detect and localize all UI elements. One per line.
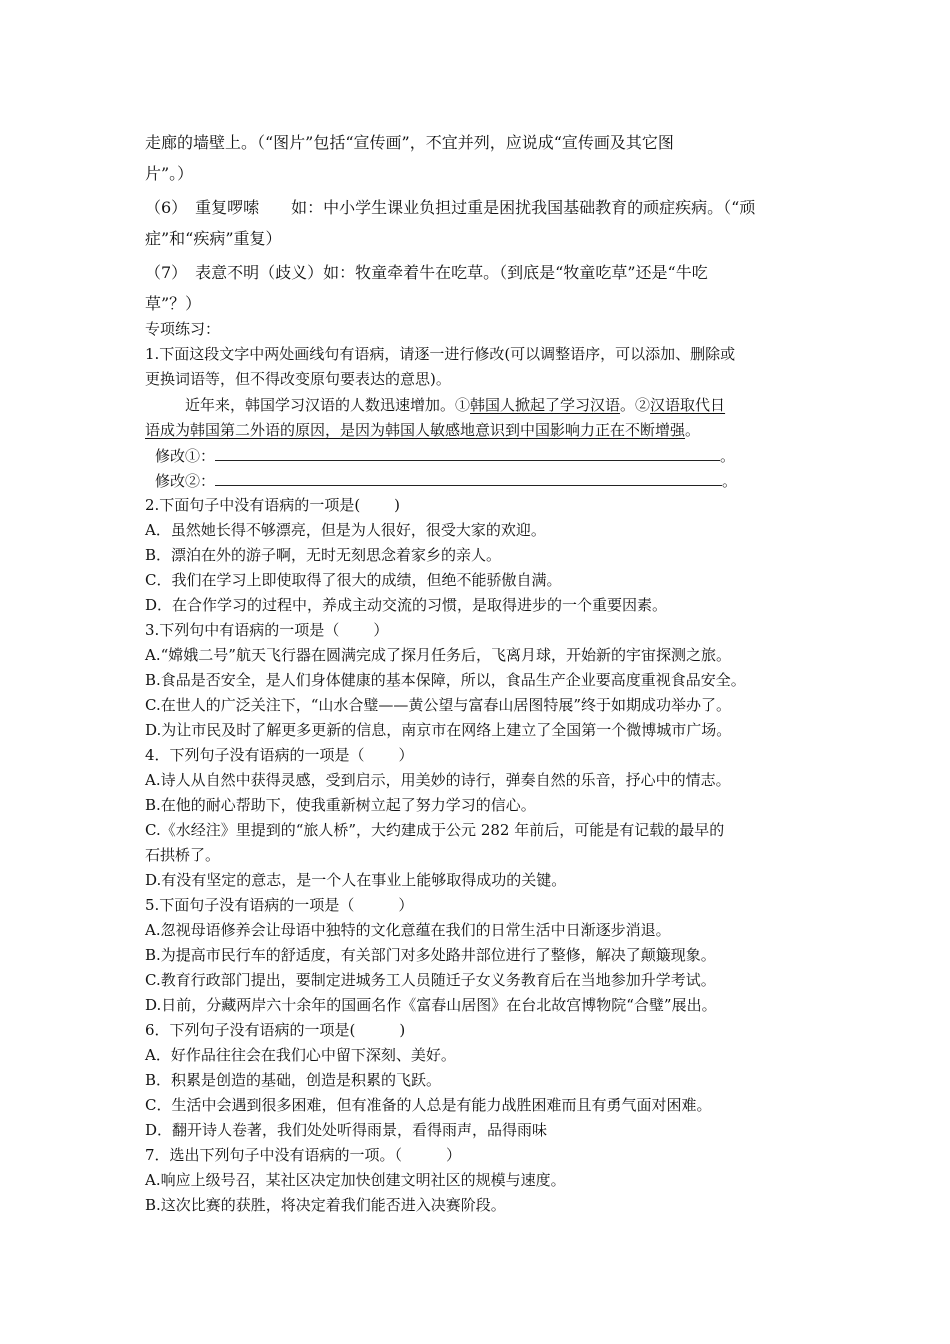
q4-stem-close: ） (398, 746, 414, 764)
q1-underlined-sentence-2b: 语成为韩国第二外语的原因，是因为韩国人敏感地意识到中国影响力正在不断增强 (145, 421, 686, 439)
q3-stem (145, 619, 388, 641)
q3-option-b: B.食品是否安全，是人们身体健康的基本保障，所以，食品生产企业要高度重视食品安全。 (145, 671, 746, 689)
q5-option-a: A.忽视母语修养会让母语中独特的文化意蕴在我们的日常生活中日渐逐步消退。 (145, 921, 671, 939)
q1-stem-line-2: 更换词语等，但不得改变原句要表达的意思)。 (145, 370, 451, 388)
q4-option-b: B.在他的耐心帮助下，使我重新树立起了努力学习的信心。 (145, 796, 536, 814)
q1-fix-1-label: 修改①： (155, 447, 216, 465)
q1-fix-2-label: 修改②： (155, 472, 216, 490)
intro-line-1: 走廊的墙壁上。（“图片”包括“宣传画”，不宜并列，应说成“宣传画及其它图 (145, 133, 674, 152)
q3-option-a: A.“嫦娥二号”航天飞行器在圆满完成了探月任务后，飞离月球，开始新的宇宙探测之旅。 (145, 646, 731, 664)
q2-option-c: C．我们在学习上即使取得了很大的成绩，但绝不能骄傲自满。 (145, 571, 562, 589)
item-7-line-2: 草”？） (145, 294, 202, 313)
q1-underlined-sentence-1: 韩国人掀起了学习汉语 (470, 396, 621, 414)
item-6-line-2: 症”和“疾病”重复） (145, 229, 282, 248)
q2-stem-text: 2.下面句子中没有语病的一项是( (145, 496, 361, 514)
q1-fix-1-end: 。 (720, 447, 736, 465)
q6-option-c: C．生活中会遇到很多困难，但有准备的人总是有能力战胜困难而且有勇气面对困难。 (145, 1096, 712, 1114)
q6-option-a: A．好作品往往会在我们心中留下深刻、美好。 (145, 1046, 456, 1064)
item-6-line-1: （6） 重复啰嗦 如：中小学生课业负担过重是困扰我国基础教育的顽症疾病。（“顽 (145, 198, 756, 217)
q4-option-c-line-2: 石拱桥了。 (145, 846, 221, 864)
q1-passage-end: 。 (685, 421, 701, 439)
q1-fix-2-row (155, 470, 737, 492)
q7-stem (145, 1144, 461, 1166)
q5-option-c: C.教育行政部门提出，要制定进城务工人员随迁子女义务教育后在当地参加升学考试。 (145, 971, 716, 989)
q3-option-d: D.为让市民及时了解更多更新的信息，南京市在网络上建立了全国第一个微博城市广场。 (145, 721, 732, 739)
q1-stem-line-1: 1.下面这段文字中两处画线句有语病，请逐一进行修改(可以调整语序，可以添加、删除或 (145, 345, 736, 363)
q2-stem-close: ) (394, 496, 401, 514)
q2-option-b: B．漂泊在外的游子啊，无时无刻思念着家乡的亲人。 (145, 546, 502, 564)
q7-option-b: B.这次比赛的获胜，将决定着我们能否进入决赛阶段。 (145, 1196, 506, 1214)
q1-passage-mid: 。② (620, 396, 651, 414)
q1-passage-line-1 (185, 394, 725, 416)
q1-underlined-sentence-2a: 汉语取代日 (650, 396, 726, 414)
q3-option-c: C.在世人的广泛关注下，“山水合璧——黄公望与富春山居图特展”终于如期成功举办了。 (145, 696, 732, 714)
q1-passage-lead: 近年来，韩国学习汉语的人数迅速增加。① (185, 396, 471, 414)
q6-stem (145, 1019, 405, 1041)
q5-stem (145, 894, 413, 916)
q5-stem-close: ） (398, 896, 414, 914)
q4-option-a: A.诗人从自然中获得灵感，受到启示，用美妙的诗行，弹奏自然的乐音，抒心中的情志。 (145, 771, 731, 789)
q7-stem-close: ） (446, 1146, 462, 1164)
item-7-line-1: （7） 表意不明（歧义）如：牧童牵着牛在吃草。（到底是“牧童吃草”还是“牛吃 (145, 263, 708, 282)
q7-option-a: A.响应上级号召，某社区决定加快创建文明社区的规模与速度。 (145, 1171, 566, 1189)
q6-option-d: D．翻开诗人卷著，我们处处听得雨景，看得雨声，品得雨味 (145, 1121, 548, 1139)
q4-option-c-line-1: C.《水经注》里提到的“旅人桥”，大约建成于公元 282 年前后，可能是有记载的最早的 (145, 821, 725, 839)
q5-option-d: D.日前，分藏两岸六十余年的国画名作《富春山居图》在台北故宫博物院“合璧”展出。 (145, 996, 717, 1014)
q4-stem-text: 4．下列句子没有语病的一项是（ (145, 746, 365, 764)
q6-option-b: B．积累是创造的基础，创造是积累的飞跃。 (145, 1071, 442, 1089)
q2-option-a: A．虽然她长得不够漂亮，但是为人很好，很受大家的欢迎。 (145, 521, 546, 539)
section-title: 专项练习： (145, 320, 221, 338)
q1-fix-2-end: 。 (722, 472, 738, 490)
q2-stem (145, 494, 400, 516)
q7-stem-text: 7．选出下列句子中没有语病的一项。（ (145, 1146, 403, 1164)
q6-stem-text: 6．下列句子没有语病的一项是( (145, 1021, 356, 1039)
intro-line-2: 片”。） (145, 164, 194, 183)
q1-fix-2-blank[interactable] (215, 471, 722, 486)
q1-fix-1-blank[interactable] (215, 446, 720, 461)
q4-stem (145, 744, 414, 766)
q3-stem-close: ） (373, 621, 389, 639)
q2-option-d: D．在合作学习的过程中，养成主动交流的习惯，是取得进步的一个重要因素。 (145, 596, 668, 614)
q5-stem-text: 5.下面句子没有语病的一项是（ (145, 896, 355, 914)
q3-stem-text: 3.下列句中有语病的一项是（ (145, 621, 340, 639)
q6-stem-close: ) (399, 1021, 406, 1039)
q1-fix-1-row (155, 445, 735, 467)
q1-passage-line-2 (145, 419, 700, 441)
q5-option-b: B.为提高市民行车的舒适度，有关部门对多处路井部位进行了整修，解决了颠簸现象。 (145, 946, 716, 964)
q4-option-d: D.有没有坚定的意志，是一个人在事业上能够取得成功的关键。 (145, 871, 567, 889)
